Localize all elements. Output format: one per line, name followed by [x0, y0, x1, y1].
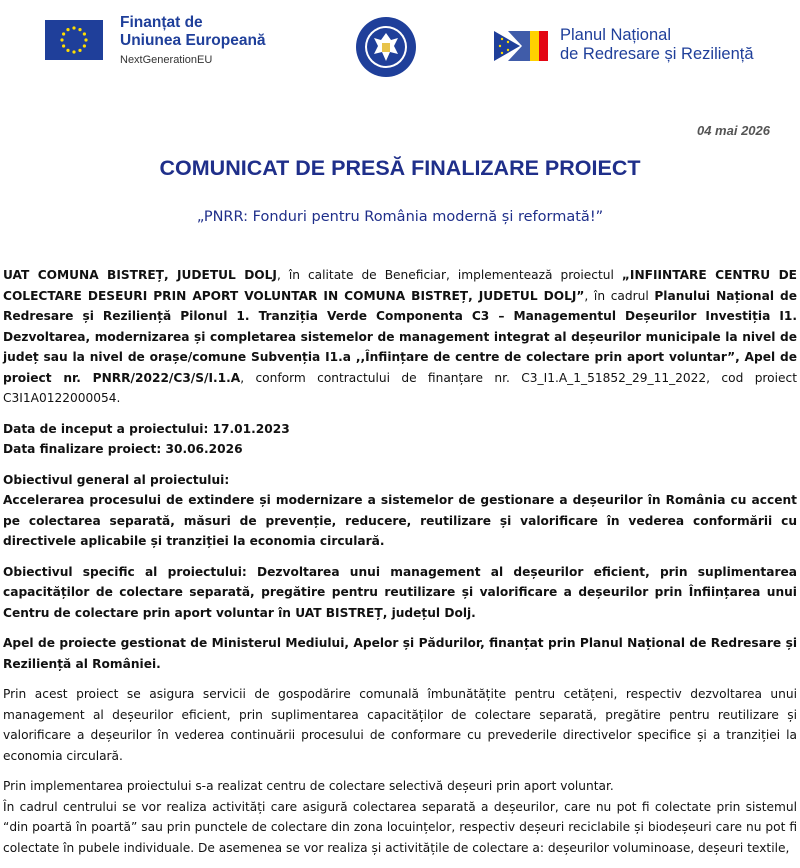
eu-star-icon [66, 49, 69, 52]
page-title: COMUNICAT DE PRESĂ FINALIZARE PROIECT [159, 156, 641, 180]
eu-star-icon [62, 44, 65, 47]
end-date: Data finalizare proiect: 30.06.2026 [3, 442, 243, 456]
pnrr-line-2: de Redresare și Reziliență [560, 45, 754, 63]
guvernul-romaniei-emblem-icon [355, 16, 417, 78]
eu-line-union: Uniunea Europeană [120, 32, 266, 49]
intro-paragraph [3, 265, 797, 409]
intro-text-3: , conform contractului de finanțare nr. C3_I1.A_1_51852_29_11_2022, cod proiect C3I1A0122000054. [3, 370, 797, 405]
eu-funding-text [120, 14, 266, 66]
specific-objective: Obiectivul specific al proiectului: Dezvoltarea unui management al deșeurilor eficient, prin suplimentarea capacităților de colectare separată, pregătire pentru reutilizare și valorificare a deșeurilor prin Înființarea unui Centru de colectare prin aport voluntar în UAT BISTREȚ, județul Dolj. [3, 564, 797, 620]
eu-star-icon [72, 50, 75, 53]
eu-star-icon [62, 32, 65, 35]
eu-star-icon [78, 49, 81, 52]
paragraph-center-activities: În cadrul centrului se vor realiza activități care asigură colectarea separată a deșeurilor, care nu pot fi colectate prin sistemul “din poartă în poartă” sau prin punctele de colectare din zona locuințelor, respectiv deșeuri reciclabile și biodeșeuri care nu pot fi colectate în pubele individuale. De asemenea se vor realiza și activitățile de colectare a: deșeurilor voluminoase, deșeuri textile, [3, 799, 797, 855]
eu-star-icon [78, 28, 81, 31]
pnrr-text [560, 26, 754, 64]
press-release-date: 04 mai 2026 [696, 123, 770, 138]
press-release-body [3, 265, 797, 868]
pnrr-line-1: Planul Național [560, 26, 671, 44]
eu-flag-icon [45, 20, 103, 60]
pnrr-flag-icon [494, 31, 556, 61]
page-subtitle: „PNRR: Fonduri pentru România modernă și reformată!” [196, 209, 604, 225]
general-objective-text: Accelerarea procesului de extindere și modernizare a sistemelor de gestionare a deșeurilor în România cu accent pe colectarea separată, măsuri de prevenție, reducere, reutilizare și valorificare în vederea conformării cu directivele aplicabile și tranziției la economia circulară. [3, 493, 797, 548]
eu-line-financed: Finanțat de [120, 14, 203, 31]
start-date: Data de inceput a proiectului: 17.01.2023 [3, 421, 290, 436]
intro-text-1: , în calitate de Beneficiar, implementează proiectul [276, 268, 622, 282]
eu-line-nextgen: NextGenerationEU [120, 54, 213, 66]
intro-text-2: , în cadrul [584, 288, 655, 303]
managed-by-statement: Apel de proiecte gestionat de Ministerul Mediului, Apelor și Pădurilor, finanțat prin Planul Național de Redresare și Reziliență al României. [3, 636, 797, 671]
eu-star-icon [66, 28, 69, 31]
eu-star-icon [84, 38, 87, 41]
eu-star-icon [83, 44, 86, 47]
program-description: Planului Național de Redresare și Reziliență Pilonul 1. Tranziția Verde Componenta C3 – Managementul Deșeurilor Investiția I1. Dezvoltarea, modernizarea și completarea sistemelor de management integrat al deșeurilor municipale la nivel de județ sau la nivel de orașe/comune Subvenția I1.a ,,Înființare de centre de colectare prin aport voluntar”, Apel de proiect nr. PNRR/2022/C3/S/I.1.A [3, 288, 797, 385]
eu-star-icon [83, 32, 86, 35]
paragraph-services: Prin acest proiect se asigura servicii de gospodărire comunală îmbunătățite pentru cetățeni, respectiv dezvoltarea unui management al deșeurilor eficient, prin suplimentarea capacităților de colectare separată, pregătire pentru reutilizare și valorificare a deșeurilor în vederea continuării procesului de conformare cu prevederile directivelor specifice și a tranziției la economia circulară. [3, 687, 797, 763]
project-name: „INFIINTARE CENTRU DE COLECTARE DESEURI PRIN APORT VOLUNTAR IN COMUNA BISTREȚ, JUDETUL DOLJ” [3, 268, 798, 303]
eu-star-icon [60, 38, 63, 41]
general-objective-heading: Obiectivul general al proiectului: [3, 472, 230, 487]
paragraph-implementation: Prin implementarea proiectului s-a realizat centru de colectare selectivă deșeuri prin aport voluntar. [3, 779, 614, 793]
header-logos [0, 0, 800, 100]
eu-star-icon [72, 26, 75, 29]
beneficiary-name: UAT COMUNA BISTREȚ, JUDETUL DOLJ [3, 268, 277, 282]
